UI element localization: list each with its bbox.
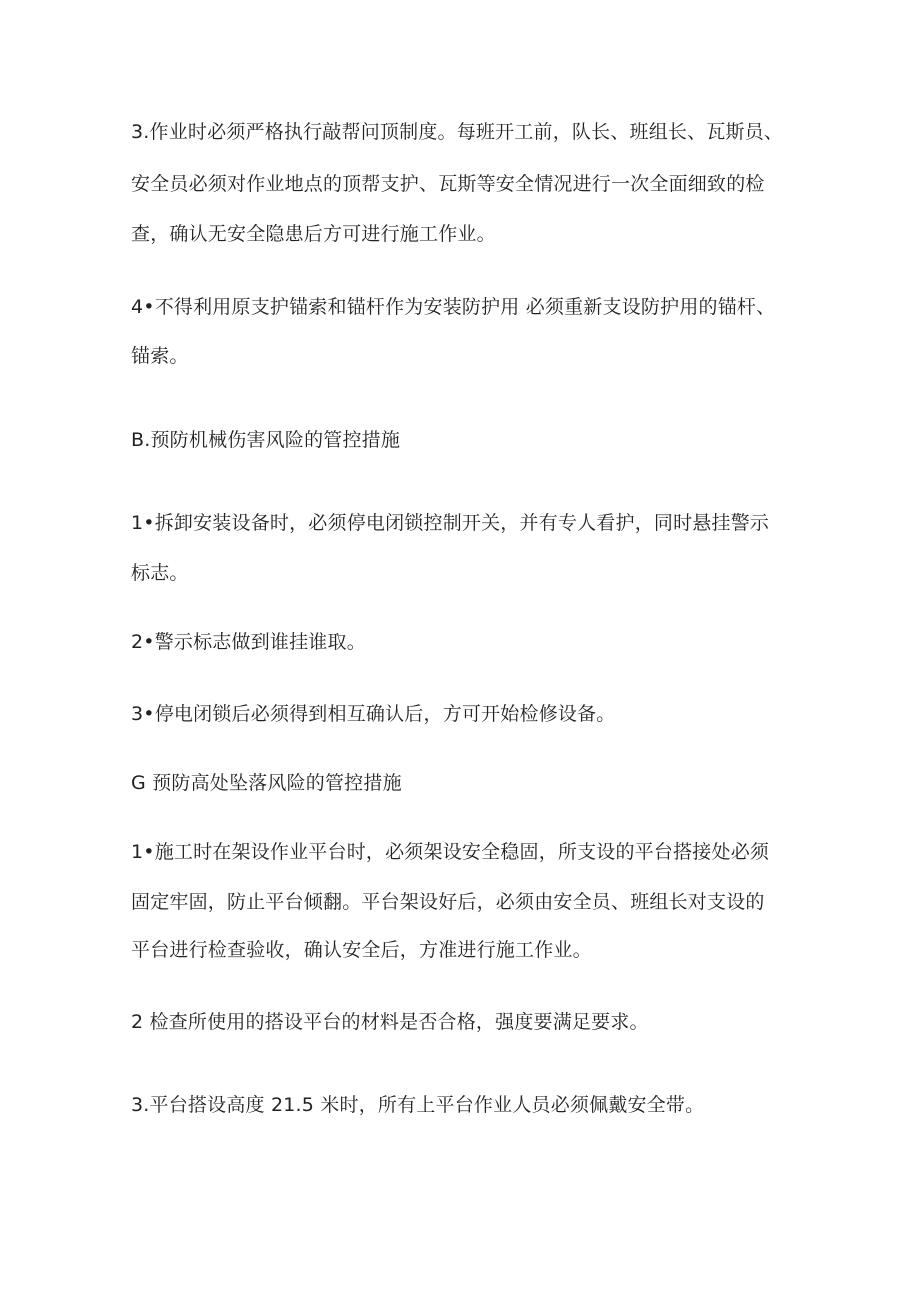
text-line: 3.平台搭设高度 21.5 米时，所有上平台作业人员必须佩戴安全带。 <box>131 1094 705 1116</box>
text-line: 查，确认无安全隐患后方可进行施工作业。 <box>131 223 496 245</box>
text-line: 4•不得利用原支护锚索和锚杆作为安装防护用 必须重新支设防护用的锚杆、 <box>131 296 776 318</box>
text-line: 2•警示标志做到谁挂谁取。 <box>131 631 366 653</box>
text-line: 标志。 <box>131 562 189 584</box>
text-line: 锚索。 <box>131 345 189 367</box>
text-line: 3.作业时必须严格执行敲帮问顶制度。每班开工前，队长、班组长、瓦斯员、 <box>131 121 784 143</box>
heading-text: G 预防高处坠落风险的管控措施 <box>131 772 402 794</box>
text-line: 1•拆卸安装设备时，必须停电闭锁控制开关，并有专人看护，同时悬挂警示 <box>131 512 770 534</box>
text-line: 1•施工时在架设作业平台时，必须架设安全稳固，所支设的平台搭接处必须 <box>131 841 770 863</box>
text-line: 2 检查所使用的搭设平台的材料是否合格，强度要满足要求。 <box>131 1011 649 1033</box>
text-line: 安全员必须对作业地点的顶帮支护、瓦斯等安全情况进行一次全面细致的检 <box>131 173 765 195</box>
text-line: 平台进行检查验收，确认安全后，方准进行施工作业。 <box>131 939 592 961</box>
text-line: 3•停电闭锁后必须得到相互确认后，方可开始检修设备。 <box>131 703 616 725</box>
text-line: 固定牢固，防止平台倾翻。平台架设好后，必须由安全员、班组长对支设的 <box>131 891 765 913</box>
heading-text: B.预防机械伤害风险的管控措施 <box>131 429 401 451</box>
